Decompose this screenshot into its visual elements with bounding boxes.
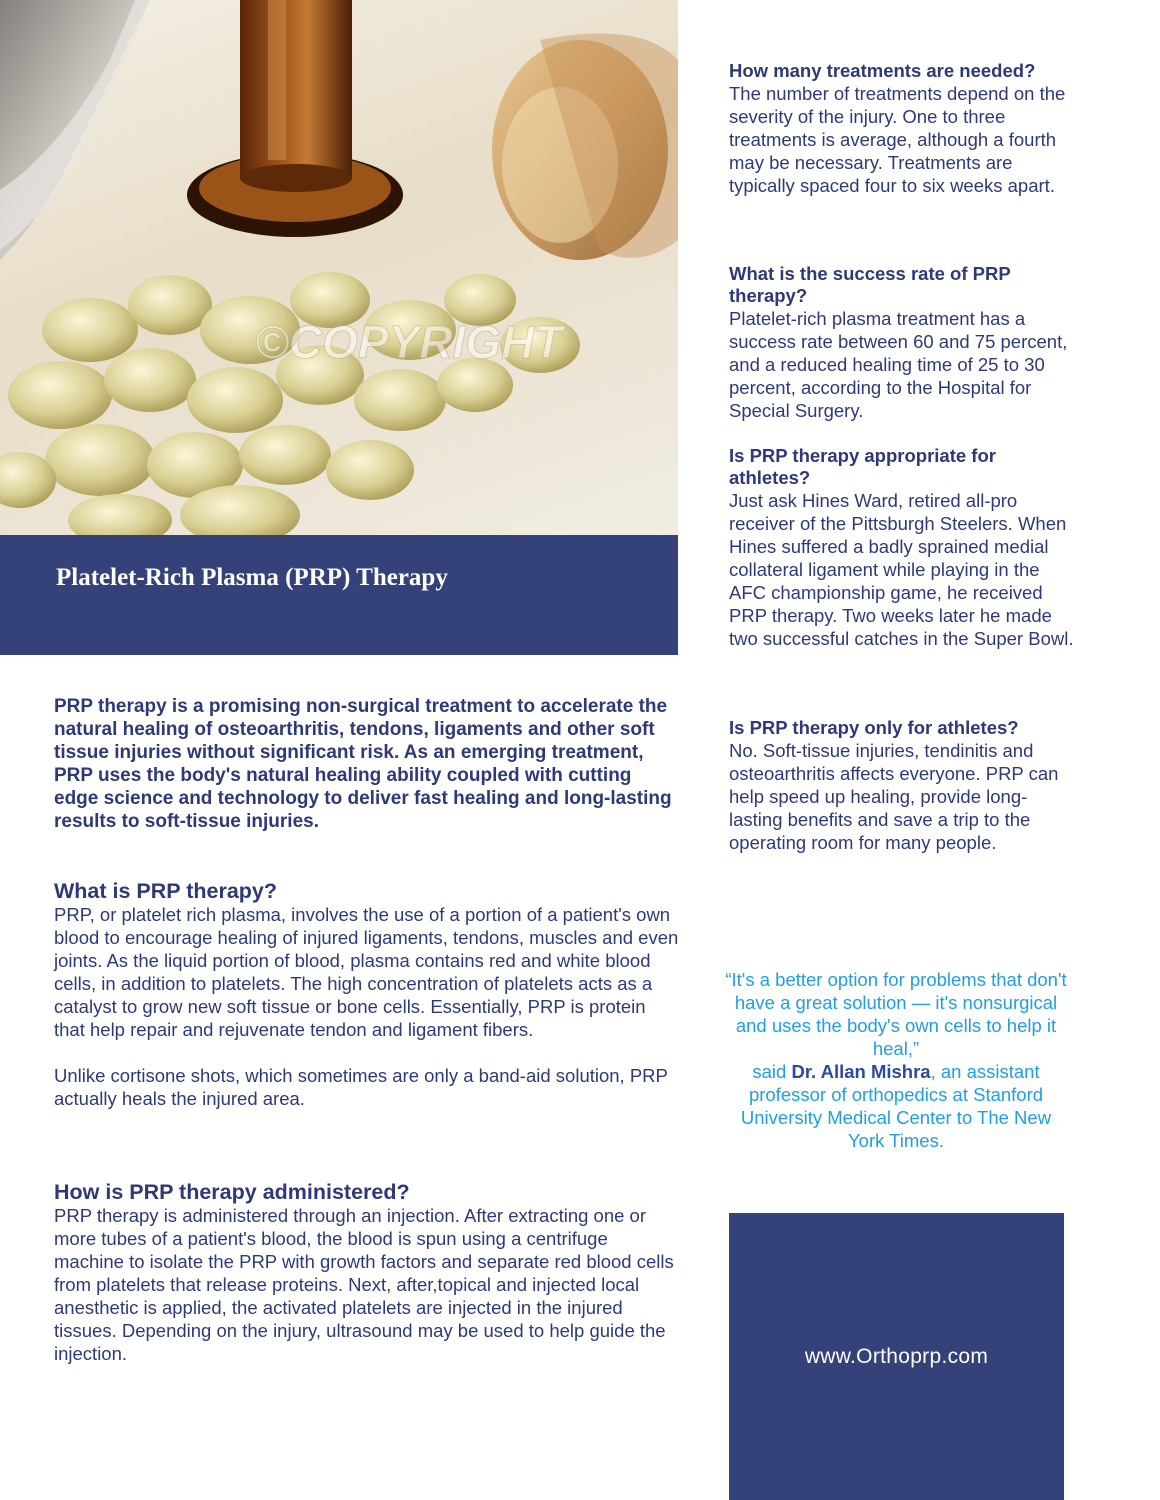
faq-question: How many treatments are needed?	[729, 60, 1036, 81]
faq-item	[729, 445, 1074, 650]
pull-quote	[724, 968, 1068, 1152]
quote-author: Dr. Allan Mishra	[791, 1061, 931, 1082]
faq-answer: Platelet-rich plasma treatment has a success rate between 60 and 75 percent, and a reduced healing time of 25 to 30 percent, according to the Hospital for Special Surgery.	[729, 308, 1068, 421]
faq-answer: No. Soft-tissue injuries, tendinitis and osteoarthritis affects everyone. PRP can help speed up healing, provide long-lasting benefits and save a trip to the operating room for many people.	[729, 740, 1059, 853]
page-title: Platelet-Rich Plasma (PRP) Therapy	[56, 564, 448, 591]
faq-item	[729, 60, 1074, 197]
section-heading: What is PRP therapy?	[54, 879, 278, 903]
faq-question: Is PRP therapy only for athletes?	[729, 717, 1019, 738]
faq-item	[729, 263, 1074, 422]
hero-photo	[0, 0, 678, 535]
section-administered	[54, 1180, 679, 1365]
resin-pieces	[0, 272, 580, 535]
faq-answer: Just ask Hines Ward, retired all-pro receiver of the Pittsburgh Steelers. When Hines suffered a badly sprained medial collateral ligament while playing in the AFC championship game, he received PRP therapy. Two weeks later he made two successful catches in the Super Bowl.	[729, 490, 1074, 649]
title-band	[0, 535, 678, 655]
faq-question: Is PRP therapy appropriate for athletes?	[729, 445, 996, 488]
quote-said: said	[752, 1061, 787, 1082]
quote-attribution: , an assistant professor of orthopedics at Stanford University Medical Center to The New York Times.	[740, 1061, 1052, 1151]
intro-paragraph: PRP therapy is a promising non-surgical treatment to accelerate the natural healing of osteoarthritis, tendons, ligaments and other soft tissue injuries without significant risk. As an emerging treatment, PRP uses the body's natural healing ability coupled with cutting edge science and technology to deliver fast healing and long-lasting results to soft-tissue injuries.	[54, 696, 672, 832]
section-paragraph: PRP, or platelet rich plasma, involves the use of a portion of a patient's own blood to encourage healing of injured ligaments, tendons, muscles and even joints. As the liquid portion of blood, plasma contains red and white blood cells, in addition to platelets. The high concentration of platelets acts as a catalyst to grow new soft tissue or bone cells. Essentially, PRP is protein that help repair and rejuvenate tendon and ligament fibers.	[54, 904, 679, 1040]
faq-item	[729, 717, 1074, 854]
section-paragraph: Unlike cortisone shots, which sometimes are only a band-aid solution, PRP actually heals the injured area.	[54, 1065, 668, 1109]
resin-bottles-illustration	[0, 0, 678, 535]
section-heading: How is PRP therapy administered?	[54, 1180, 410, 1204]
faq-answer: The number of treatments depend on the severity of the injury. One to three treatments is average, although a fourth may be necessary. Treatments are typically spaced four to six weeks apart.	[729, 83, 1066, 196]
faq-question: What is the success rate of PRP therapy?	[729, 263, 1011, 306]
section-what-is	[54, 879, 679, 1110]
quote-text: “It's a better option for problems that don't have a great solution — it's nonsurgical and uses the body's own cells to help it heal,”	[725, 969, 1067, 1059]
website-url[interactable]: www.Orthoprp.com	[804, 1345, 989, 1368]
section-paragraph: PRP therapy is administered through an injection. After extracting one or more tubes of a patient's blood, the blood is spun using a centrifuge machine to isolate the PRP with growth factors and separate red blood cells from platelets that release proteins. Next, after,topical and injected local anesthetic is applied, the activated platelets are injected in the injured tissues. Depending on the injury, ultrasound may be used to help guide the injection.	[54, 1205, 674, 1364]
copyright-watermark: ©COPYRIGHT	[255, 316, 563, 368]
website-box	[729, 1213, 1064, 1500]
